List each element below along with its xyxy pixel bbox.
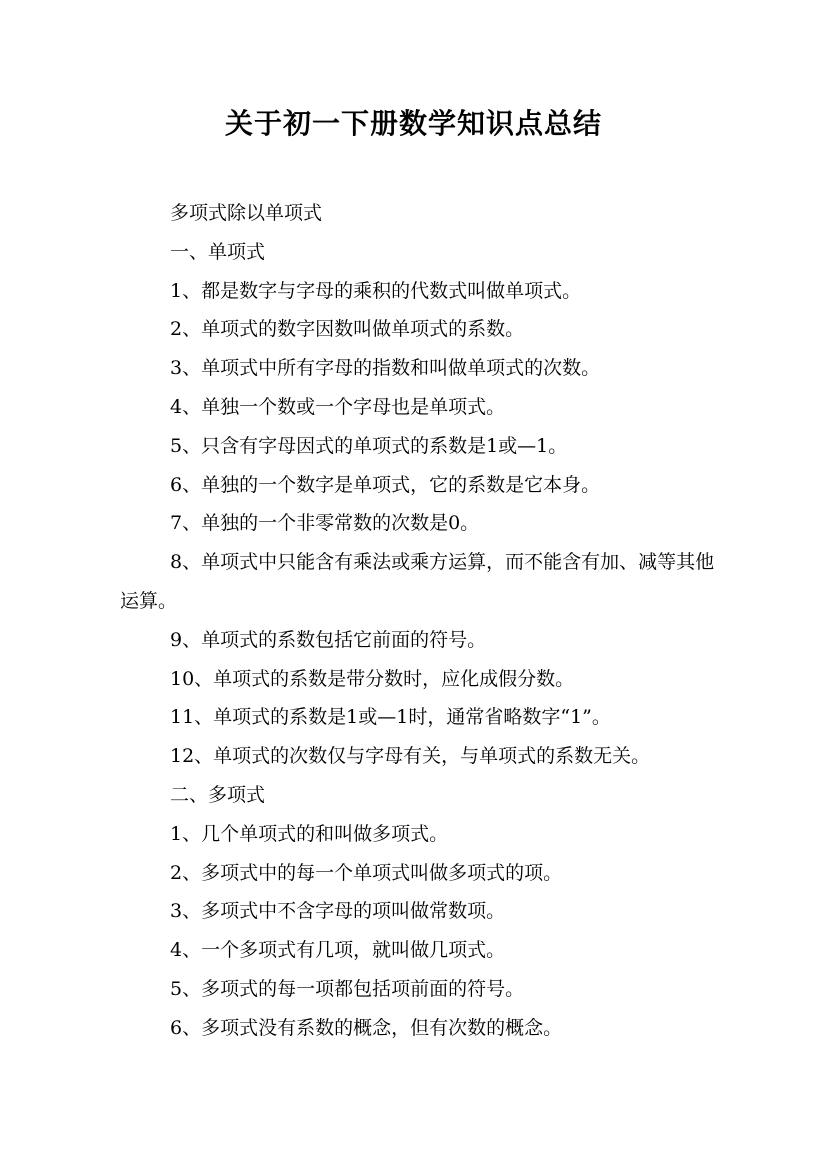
- paragraph: 5、多项式的每一项都包括项前面的符号。: [170, 977, 525, 1000]
- paragraph: 1、几个单项式的和叫做多项式。: [170, 822, 449, 845]
- paragraph: 8、单项式中只能含有乘法或乘方运算，而不能含有加、减等其他运算。: [120, 551, 715, 612]
- paragraph: 多项式除以单项式: [170, 202, 323, 224]
- paragraph: 4、单独一个数或一个字母也是单项式。: [170, 395, 506, 418]
- paragraph: 1、都是数字与字母的乘积的代数式叫做单项式。: [170, 279, 582, 302]
- document-body: [120, 194, 720, 1048]
- paragraph: 2、多项式中的每一个单项式叫做多项式的项。: [170, 861, 563, 884]
- section-heading: 一、单项式: [170, 240, 266, 263]
- paragraph: 3、单项式中所有字母的指数和叫做单项式的次数。: [170, 357, 601, 380]
- section-heading: 二、多项式: [170, 783, 266, 806]
- paragraph: 12、单项式的次数仅与字母有关，与单项式的系数无关。: [170, 745, 651, 768]
- paragraph: 6、多项式没有系数的概念，但有次数的概念。: [170, 1016, 563, 1039]
- paragraph: 9、单项式的系数包括它前面的符号。: [170, 628, 487, 651]
- paragraph: 5、只含有字母因式的单项式的系数是1或—1。: [170, 434, 568, 457]
- paragraph: 10、单项式的系数是带分数时，应化成假分数。: [170, 667, 575, 690]
- paragraph: 2、单项式的数字因数叫做单项式的系数。: [170, 318, 525, 341]
- paragraph: 4、一个多项式有几项，就叫做几项式。: [170, 939, 506, 962]
- paragraph: 3、多项式中不含字母的项叫做常数项。: [170, 900, 506, 923]
- paragraph: 6、单独的一个数字是单项式，它的系数是它本身。: [170, 473, 601, 496]
- paragraph: 11、单项式的系数是1或—1时，通常省略数字“1”。: [170, 706, 611, 729]
- document-title: 关于初一下册数学知识点总结: [224, 107, 602, 140]
- paragraph: 7、单独的一个非零常数的次数是0。: [170, 512, 480, 535]
